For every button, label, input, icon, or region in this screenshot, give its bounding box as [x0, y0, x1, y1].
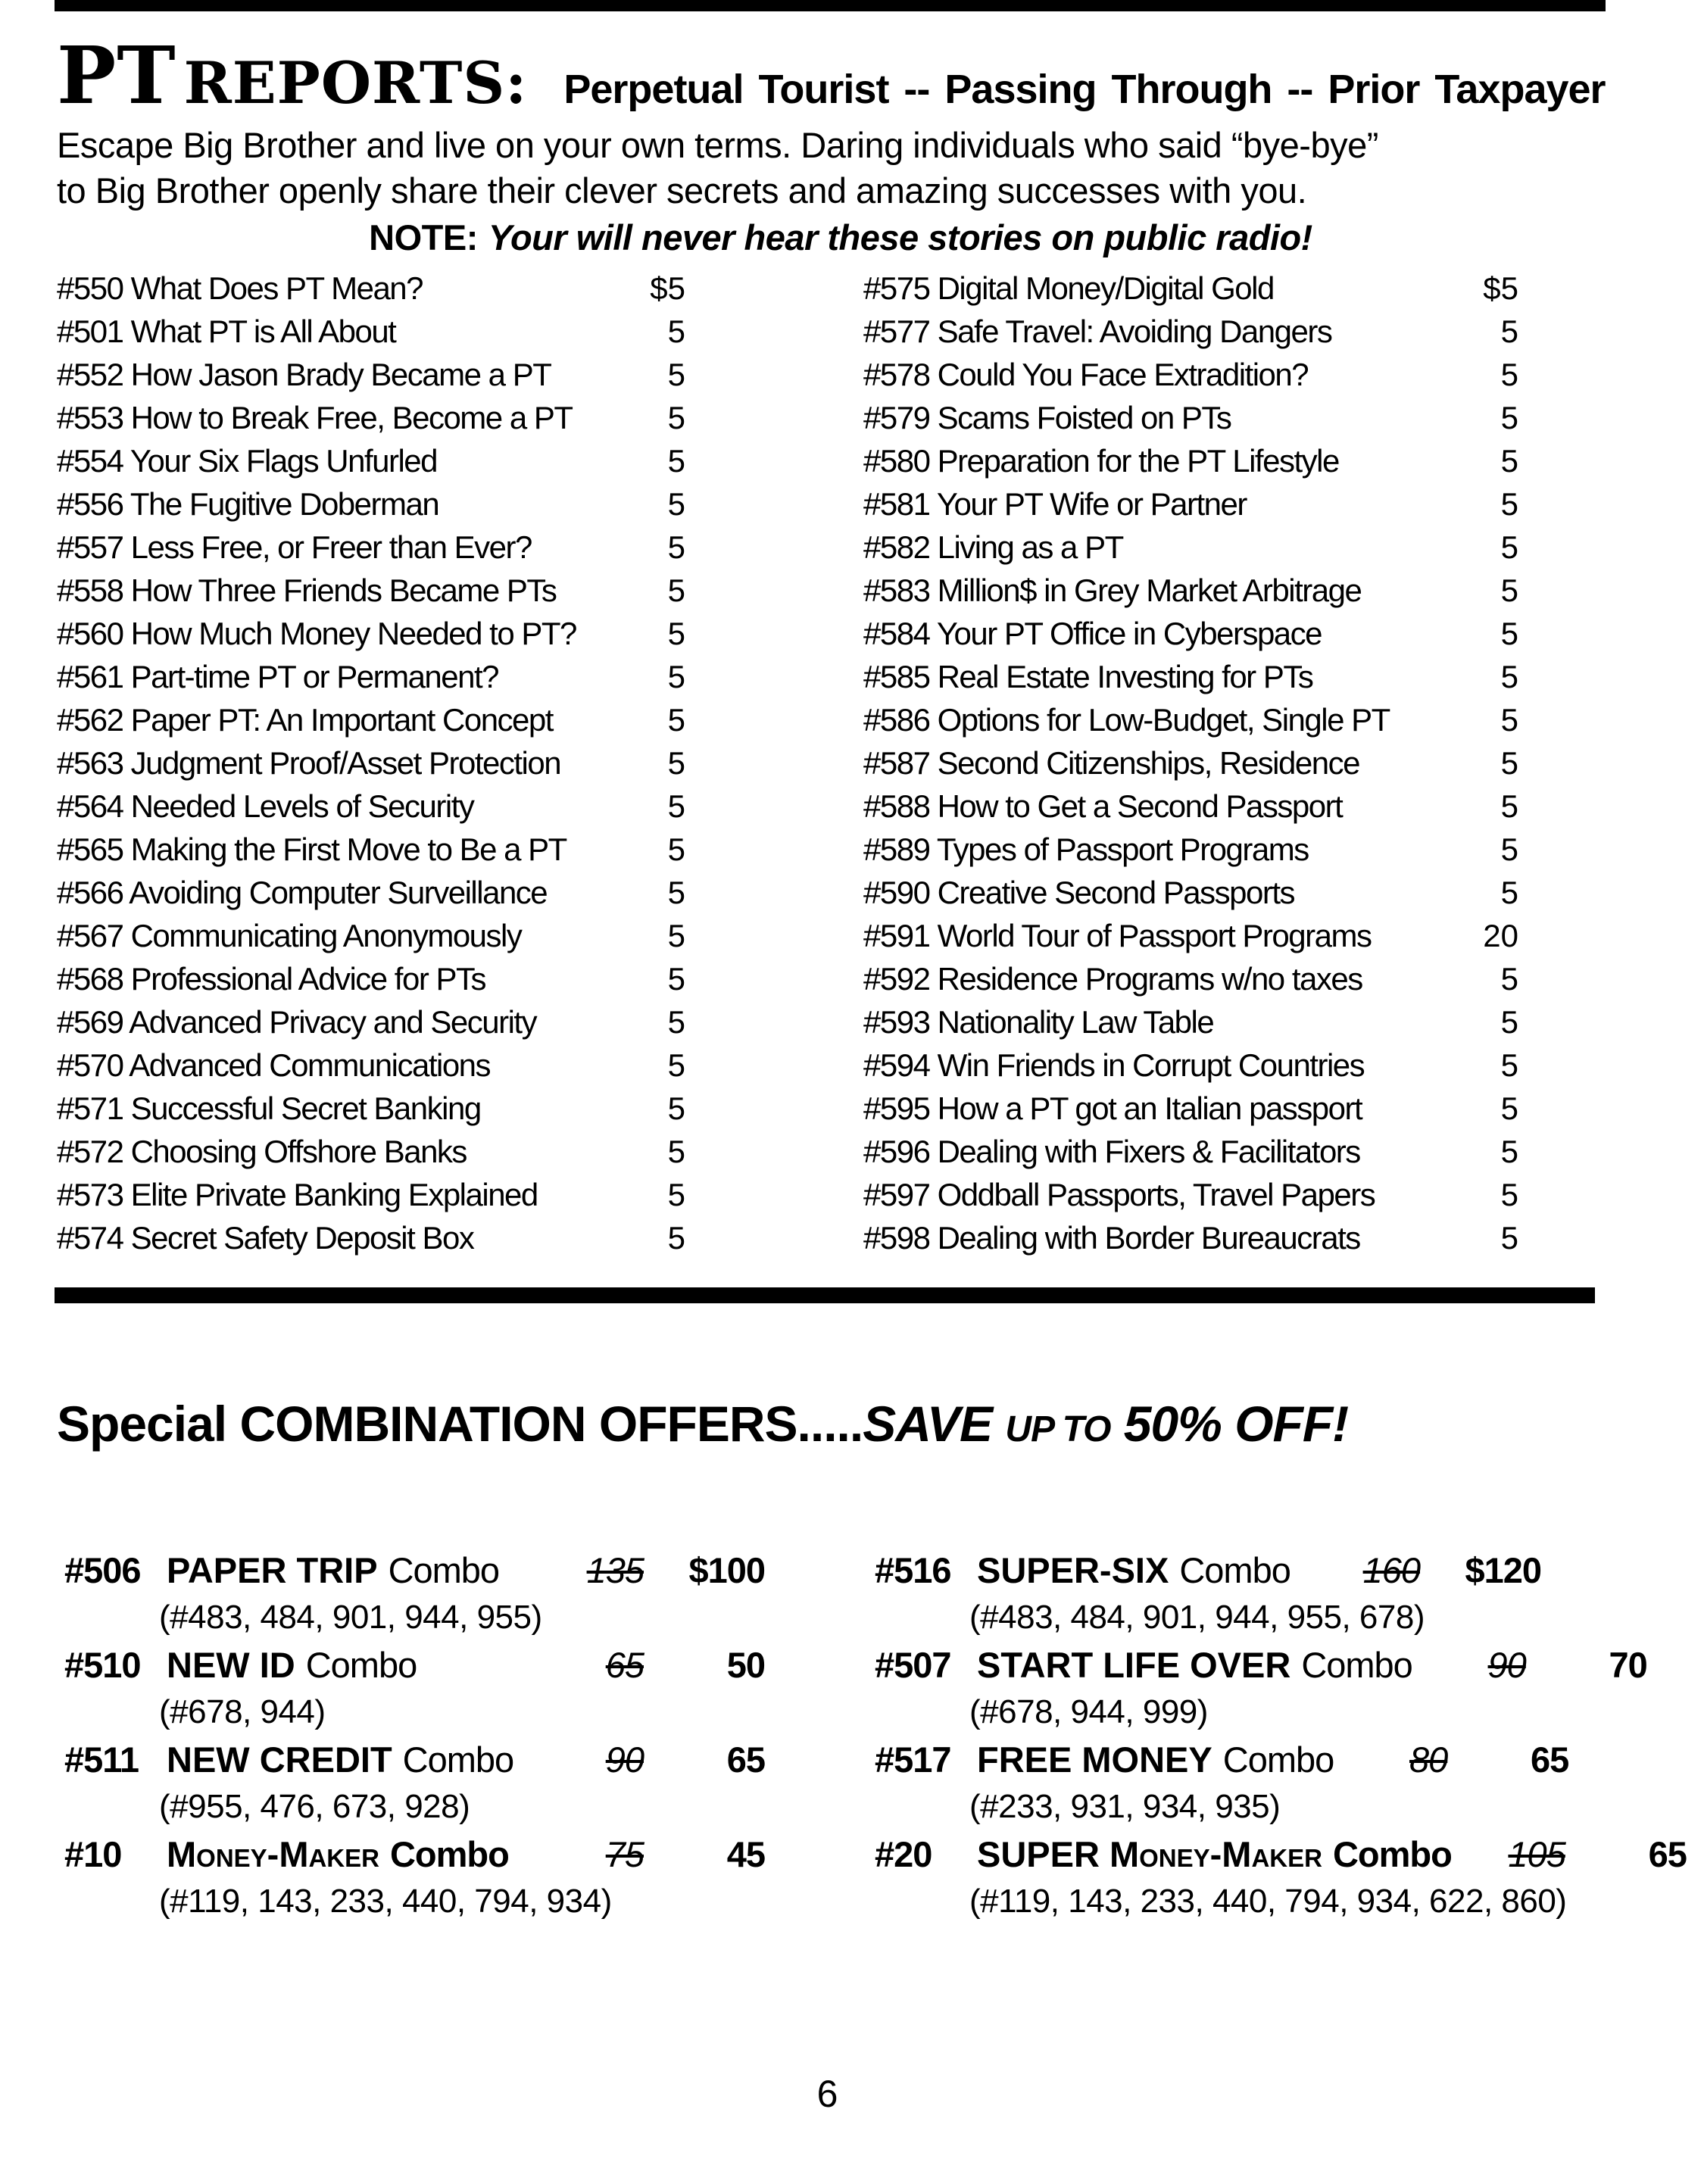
report-row: [863, 1044, 1518, 1087]
combo-old-price: 160: [1362, 1549, 1420, 1590]
report-row: [57, 914, 685, 957]
combo-included-reports: (#119, 143, 233, 440, 794, 934, 622, 860): [969, 1882, 1567, 1920]
report-title: #577 Safe Travel: Avoiding Dangers: [863, 313, 1332, 349]
report-row: [57, 612, 685, 655]
combo-word: Combo: [388, 1549, 500, 1590]
combo-old-price: 135: [586, 1549, 644, 1590]
intro-paragraph: [57, 123, 1624, 261]
report-price: 5: [1500, 529, 1518, 565]
combo-title: [167, 1739, 530, 1780]
combo-offer: [64, 1641, 765, 1736]
report-row: [863, 439, 1518, 482]
intro-line-2: to Big Brother openly share their clever secrets and amazing successes with you.: [57, 170, 1307, 211]
report-price: 5: [1500, 658, 1518, 694]
combo-id: #506: [64, 1549, 141, 1590]
report-title: #556 The Fugitive Doberman: [57, 485, 439, 522]
report-title: #590 Creative Second Passports: [863, 874, 1295, 910]
offers-heading: [57, 1395, 1348, 1452]
report-title: #597 Oddball Passports, Travel Papers: [863, 1176, 1375, 1212]
top-rule: [55, 0, 1606, 11]
report-row: [57, 569, 685, 612]
combo-word: Combo: [305, 1644, 417, 1685]
combo-offer: [64, 1546, 765, 1641]
report-title: #596 Dealing with Fixers & Facilitators: [863, 1133, 1360, 1169]
combo-word: Combo: [402, 1739, 514, 1780]
report-row: [863, 569, 1518, 612]
combo-old-price: 90: [605, 1739, 644, 1780]
report-title: #557 Less Free, or Freer than Ever?: [57, 529, 532, 565]
report-row: [863, 1216, 1518, 1259]
combo-price: 65: [1531, 1739, 1569, 1780]
report-title: #550 What Does PT Mean?: [57, 270, 423, 306]
report-lists: [57, 267, 1518, 1259]
report-title: #569 Advanced Privacy and Security: [57, 1003, 537, 1040]
report-row: [57, 267, 685, 310]
combo-word: Combo: [1332, 1833, 1452, 1874]
combo-offer-row: [875, 1641, 1647, 1688]
report-title: #594 Win Friends in Corrupt Countries: [863, 1047, 1365, 1083]
report-title: #573 Elite Private Banking Explained: [57, 1176, 538, 1212]
combo-title: [977, 1549, 1306, 1591]
combo-price: 65: [1648, 1833, 1687, 1874]
combo-title: [977, 1644, 1412, 1686]
report-title: #587 Second Citizenships, Residence: [863, 744, 1359, 781]
report-row: [57, 655, 685, 698]
brand-pt: PT: [57, 29, 176, 122]
report-title: #563 Judgment Proof/Asset Protection: [57, 744, 561, 781]
offer-column-right: [875, 1546, 1687, 1925]
report-price: 5: [1500, 874, 1518, 910]
note-line: [57, 215, 1624, 261]
page-number: 6: [816, 2073, 838, 2115]
combo-offer-row: [875, 1830, 1687, 1877]
report-title: #567 Communicating Anonymously: [57, 917, 522, 953]
combo-id: #507: [875, 1644, 951, 1685]
report-title: #581 Your PT Wife or Partner: [863, 485, 1247, 522]
report-title: #586 Options for Low-Budget, Single PT: [863, 701, 1390, 738]
report-price: 5: [1500, 1003, 1518, 1040]
report-row: [57, 310, 685, 353]
report-title: #565 Making the First Move to Be a PT: [57, 831, 566, 867]
page-header: [57, 29, 1617, 122]
combo-id: #516: [875, 1549, 951, 1590]
report-title: #561 Part-time PT or Permanent?: [57, 658, 499, 694]
combo-id: #510: [64, 1644, 141, 1685]
report-price: 5: [1500, 1133, 1518, 1169]
combo-offer: [875, 1736, 1569, 1830]
report-title: #588 How to Get a Second Passport: [863, 788, 1343, 824]
report-row: [57, 1173, 685, 1216]
combo-offer-row: [64, 1830, 765, 1877]
report-price: 5: [667, 744, 685, 781]
note-text: Your will never hear these stories on public radio!: [488, 217, 1312, 257]
combo-id: #20: [875, 1833, 932, 1874]
report-price: 5: [1500, 313, 1518, 349]
report-price: 5: [1500, 572, 1518, 608]
combo-offer: [875, 1641, 1647, 1736]
combo-offer: [64, 1736, 765, 1830]
combo-price: 65: [726, 1739, 765, 1780]
report-row: [863, 612, 1518, 655]
report-title: #552 How Jason Brady Became a PT: [57, 356, 551, 392]
report-row: [863, 698, 1518, 741]
report-price: 5: [667, 442, 685, 479]
report-title: #598 Dealing with Border Bureaucrats: [863, 1219, 1360, 1256]
combo-offer-row: [64, 1546, 765, 1593]
combo-offer-row: [64, 1641, 765, 1688]
report-price: 5: [1500, 1090, 1518, 1126]
report-title: #592 Residence Programs w/no taxes: [863, 960, 1362, 997]
combo-title: [977, 1739, 1334, 1780]
report-row: [57, 1000, 685, 1044]
report-row: [57, 1087, 685, 1130]
offer-column-left: [64, 1546, 765, 1925]
report-column-right: [863, 267, 1518, 1259]
report-title: #568 Professional Advice for PTs: [57, 960, 486, 997]
combo-included-reports: (#119, 143, 233, 440, 794, 934): [159, 1882, 612, 1920]
report-price: 5: [1500, 1176, 1518, 1212]
report-title: #572 Choosing Offshore Banks: [57, 1133, 467, 1169]
report-price: 5: [1500, 1219, 1518, 1256]
report-price: 5: [1500, 701, 1518, 738]
report-price: $5: [1483, 270, 1518, 306]
combo-old-price: 65: [605, 1644, 644, 1685]
report-price: 5: [667, 313, 685, 349]
report-row: [863, 914, 1518, 957]
report-row: [57, 1044, 685, 1087]
report-title: #583 Million$ in Grey Market Arbitrage: [863, 572, 1362, 608]
report-row: [863, 482, 1518, 526]
report-row: [863, 655, 1518, 698]
report-price: 5: [1500, 615, 1518, 651]
report-row: [57, 526, 685, 569]
report-row: [863, 267, 1518, 310]
combo-included-reports: (#955, 476, 673, 928): [159, 1787, 470, 1825]
combo-word: Combo: [1222, 1739, 1334, 1780]
report-row: [863, 310, 1518, 353]
report-price: 5: [667, 1176, 685, 1212]
report-row: [863, 353, 1518, 396]
combo-included-reports: (#678, 944, 999): [969, 1693, 1208, 1730]
report-title: #585 Real Estate Investing for PTs: [863, 658, 1313, 694]
report-price: 5: [667, 485, 685, 522]
report-price: 5: [1500, 399, 1518, 435]
offers-heading-main: Special COMBINATION OFFERS.....: [57, 1396, 863, 1452]
combo-offer: [875, 1830, 1687, 1925]
report-row: [863, 957, 1518, 1000]
report-row: [57, 741, 685, 785]
combo-price: 70: [1609, 1644, 1647, 1685]
report-row: [57, 828, 685, 871]
note-label: NOTE:: [369, 217, 478, 257]
combo-included-reports: (#233, 931, 934, 935): [969, 1787, 1281, 1825]
combo-old-price: 75: [605, 1833, 644, 1874]
report-title: #593 Nationality Law Table: [863, 1003, 1214, 1040]
report-price: 5: [667, 788, 685, 824]
report-price: 5: [667, 572, 685, 608]
report-row: [863, 741, 1518, 785]
brand-reports: REPORTS:: [183, 49, 528, 117]
report-price: 5: [667, 1090, 685, 1126]
tagline: Perpetual Tourist -- Passing Through -- Prior Taxpayer: [563, 67, 1606, 112]
report-row: [57, 396, 685, 439]
combo-included-reports: (#483, 484, 901, 944, 955, 678): [969, 1598, 1425, 1636]
combo-included-reports: (#678, 944): [159, 1693, 326, 1730]
combo-name: FREE MONEY: [977, 1739, 1212, 1780]
combo-name: Money-Maker: [167, 1833, 379, 1874]
report-row: [863, 871, 1518, 914]
report-title: #571 Successful Secret Banking: [57, 1090, 481, 1126]
report-price: 5: [667, 1133, 685, 1169]
combo-title: [167, 1833, 530, 1875]
report-price: 5: [667, 701, 685, 738]
report-row: [57, 871, 685, 914]
combo-old-price: 80: [1409, 1739, 1448, 1780]
combo-title: [167, 1644, 530, 1686]
report-row: [863, 1087, 1518, 1130]
report-price: 5: [667, 356, 685, 392]
report-price: $5: [650, 270, 685, 306]
combo-offer-row: [875, 1546, 1541, 1593]
combo-offer: [875, 1546, 1541, 1641]
intro-line-1: Escape Big Brother and live on your own terms. Daring individuals who said “bye-bye”: [57, 125, 1378, 165]
report-price: 5: [1500, 831, 1518, 867]
combo-word: Combo: [389, 1833, 509, 1874]
report-title: #582 Living as a PT: [863, 529, 1123, 565]
report-price: 5: [1500, 788, 1518, 824]
combo-word: Combo: [1301, 1644, 1412, 1685]
combo-id: #511: [64, 1739, 139, 1780]
report-price: 5: [667, 658, 685, 694]
report-title: #560 How Much Money Needed to PT?: [57, 615, 576, 651]
report-row: [57, 785, 685, 828]
combo-offers: [64, 1546, 1687, 1925]
combo-old-price: 90: [1487, 1644, 1526, 1685]
report-title: #566 Avoiding Computer Surveillance: [57, 874, 548, 910]
report-price: 5: [1500, 960, 1518, 997]
combo-id: #10: [64, 1833, 122, 1874]
combo-price: $100: [688, 1549, 765, 1590]
report-row: [863, 785, 1518, 828]
report-row: [57, 1216, 685, 1259]
report-title: #591 World Tour of Passport Programs: [863, 917, 1372, 953]
offers-heading-off: 50% OFF!: [1110, 1396, 1349, 1452]
report-column-left: [57, 267, 685, 1259]
report-title: #564 Needed Levels of Security: [57, 788, 474, 824]
report-title: #584 Your PT Office in Cyberspace: [863, 615, 1322, 651]
report-price: 5: [667, 1219, 685, 1256]
report-title: #575 Digital Money/Digital Gold: [863, 270, 1274, 306]
report-row: [863, 526, 1518, 569]
report-row: [57, 1130, 685, 1173]
report-row: [863, 1000, 1518, 1044]
report-title: #501 What PT is All About: [57, 313, 396, 349]
report-price: 5: [667, 1047, 685, 1083]
report-price: 20: [1483, 917, 1518, 953]
combo-offer-row: [64, 1736, 765, 1783]
combo-offer-row: [875, 1736, 1569, 1783]
report-title: #580 Preparation for the PT Lifestyle: [863, 442, 1339, 479]
report-row: [57, 482, 685, 526]
report-row: [57, 353, 685, 396]
combo-price: $120: [1465, 1549, 1541, 1590]
report-title: #558 How Three Friends Became PTs: [57, 572, 557, 608]
report-row: [863, 1173, 1518, 1216]
report-title: #589 Types of Passport Programs: [863, 831, 1309, 867]
report-price: 5: [1500, 744, 1518, 781]
report-price: 5: [667, 917, 685, 953]
report-title: #570 Advanced Communications: [57, 1047, 491, 1083]
combo-id: #517: [875, 1739, 951, 1780]
report-title: #554 Your Six Flags Unfurled: [57, 442, 438, 479]
offers-heading-upto: UP TO: [1005, 1409, 1111, 1449]
report-title: #578 Could You Face Extradition?: [863, 356, 1309, 392]
section-divider-rule: [55, 1287, 1595, 1303]
combo-offer: [64, 1830, 765, 1925]
report-price: 5: [667, 529, 685, 565]
combo-name: SUPER Money-Maker: [977, 1833, 1322, 1874]
report-price: 5: [1500, 485, 1518, 522]
report-price: 5: [667, 615, 685, 651]
report-price: 5: [667, 874, 685, 910]
report-price: 5: [667, 960, 685, 997]
report-price: 5: [667, 399, 685, 435]
combo-name: NEW CREDIT: [167, 1739, 392, 1780]
report-row: [57, 957, 685, 1000]
report-price: 5: [1500, 442, 1518, 479]
combo-old-price: 105: [1508, 1833, 1565, 1874]
combo-name: SUPER-SIX: [977, 1549, 1169, 1590]
report-title: #562 Paper PT: An Important Concept: [57, 701, 553, 738]
combo-price: 50: [726, 1644, 765, 1685]
offers-heading-save: SAVE: [863, 1396, 1006, 1452]
combo-name: START LIFE OVER: [977, 1644, 1291, 1685]
report-price: 5: [1500, 1047, 1518, 1083]
report-title: #553 How to Break Free, Become a PT: [57, 399, 573, 435]
combo-name: NEW ID: [167, 1644, 295, 1685]
combo-name: PAPER TRIP: [167, 1549, 378, 1590]
combo-title: [977, 1833, 1452, 1875]
report-row: [863, 1130, 1518, 1173]
combo-price: 45: [726, 1833, 765, 1874]
report-title: #574 Secret Safety Deposit Box: [57, 1219, 474, 1256]
report-row: [57, 439, 685, 482]
report-title: #595 How a PT got an Italian passport: [863, 1090, 1362, 1126]
report-price: 5: [1500, 356, 1518, 392]
report-title: #579 Scams Foisted on PTs: [863, 399, 1231, 435]
report-price: 5: [667, 831, 685, 867]
combo-included-reports: (#483, 484, 901, 944, 955): [159, 1598, 542, 1636]
report-row: [57, 698, 685, 741]
report-row: [863, 396, 1518, 439]
report-row: [863, 828, 1518, 871]
combo-title: [167, 1549, 530, 1591]
combo-word: Combo: [1179, 1549, 1290, 1590]
report-price: 5: [667, 1003, 685, 1040]
